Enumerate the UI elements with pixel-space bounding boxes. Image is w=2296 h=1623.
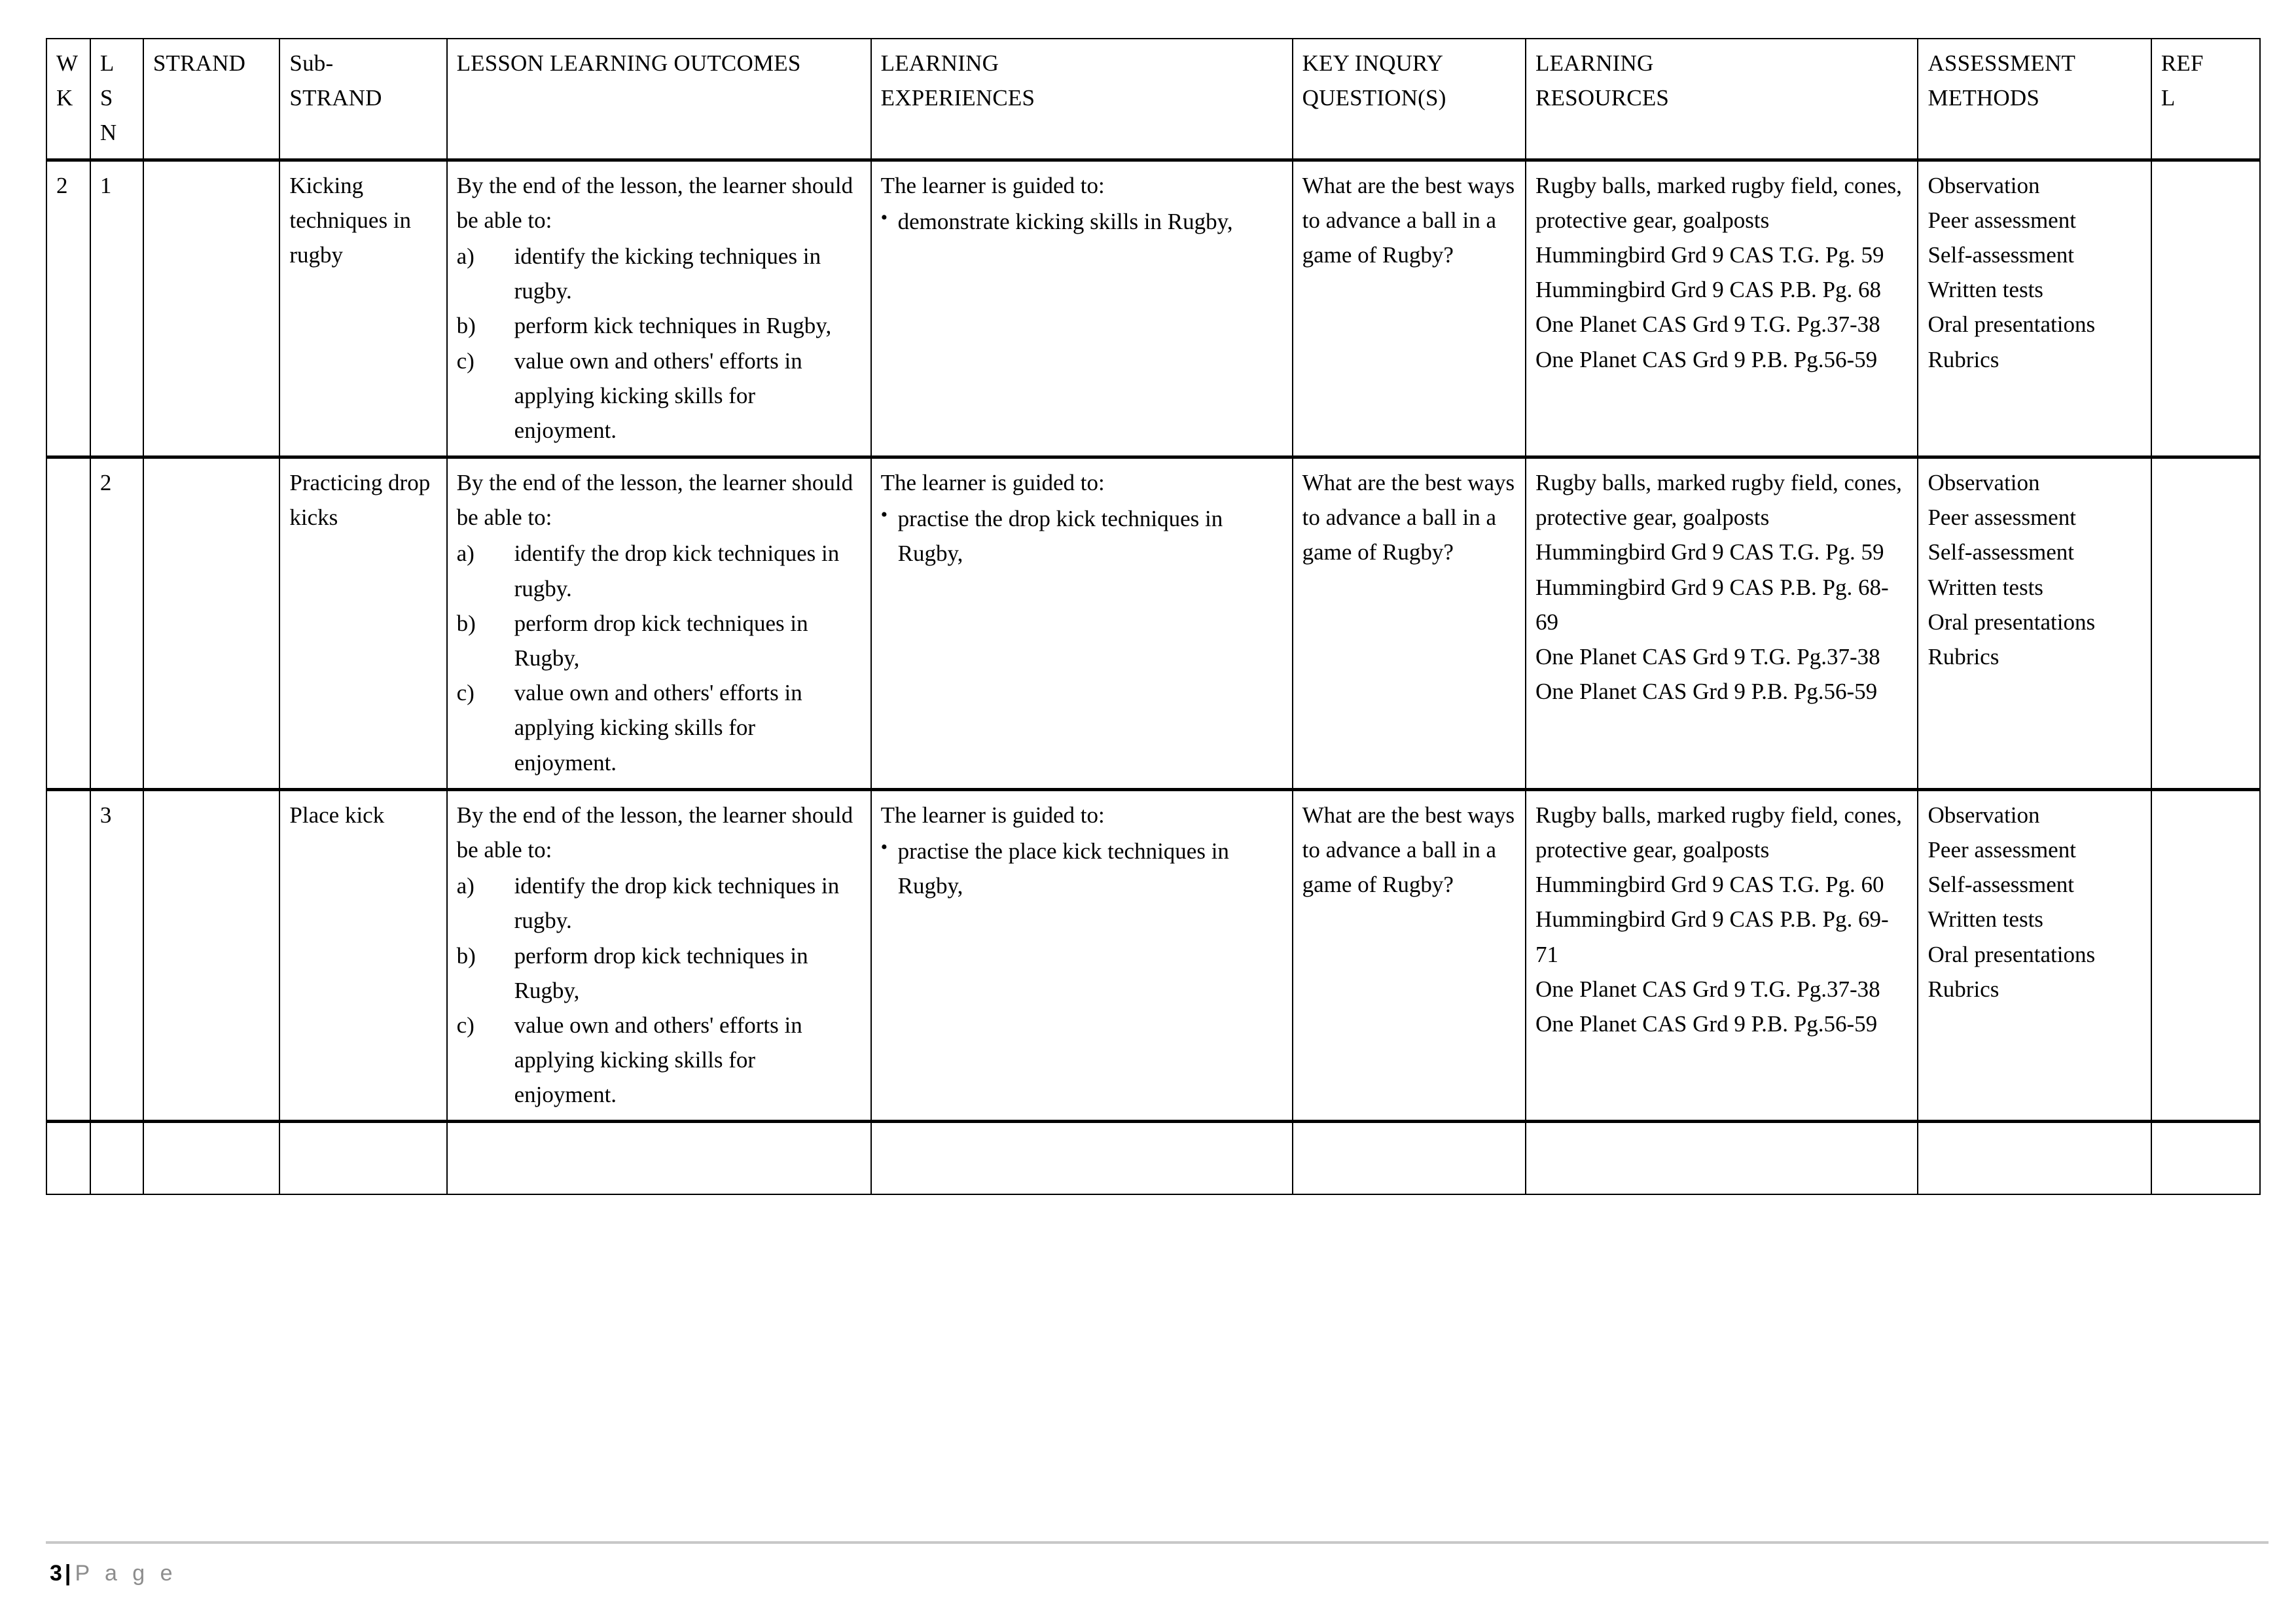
assessment-item: Peer assessment <box>1928 836 2076 863</box>
assessment-list <box>1928 465 2142 674</box>
resource-item: Hummingbird Grd 9 CAS P.B. Pg. 69-71 <box>1535 906 1889 967</box>
experiences-list <box>881 834 1284 903</box>
experiences-list <box>881 501 1284 571</box>
cell-strand <box>143 789 280 1122</box>
column-header-line: EXPERIENCES <box>880 85 1035 111</box>
outcomes-intro: By the end of the lesson, the learner should be able to: <box>456 802 853 863</box>
bullet-icon: • <box>880 836 888 858</box>
footer-separator: | <box>64 1561 71 1586</box>
outcome-marker: b) <box>456 313 476 339</box>
cell-empty <box>46 1122 90 1195</box>
resource-item: One Planet CAS Grd 9 T.G. Pg.37-38 <box>1535 644 1880 669</box>
outcome-marker: c) <box>456 348 475 374</box>
outcome-text: value own and others' efforts in applying kicking skills for enjoyment. <box>514 1012 802 1108</box>
assessment-list <box>1928 168 2142 377</box>
experiences-list <box>881 204 1284 239</box>
resource-item: Hummingbird Grd 9 CAS T.G. Pg. 59 <box>1535 539 1884 565</box>
cell-empty <box>143 1122 280 1195</box>
experience-item <box>881 834 1284 903</box>
cell-learning-resources <box>1526 457 1918 790</box>
resource-item: Rugby balls, marked rugby field, cones, protective gear, goalposts <box>1535 802 1902 863</box>
cell-sub-strand <box>279 160 446 457</box>
column-header-sub <box>279 39 446 160</box>
outcome-text: identify the drop kick techniques in rugby. <box>514 541 840 601</box>
cell-learning-experiences <box>871 457 1293 790</box>
key-inquiry-text: What are the best ways to advance a ball in a game of Rugby? <box>1302 172 1515 268</box>
cell-reflection <box>2151 457 2260 790</box>
experience-text: demonstrate kicking skills in Rugby, <box>897 208 1233 234</box>
table-row <box>46 789 2260 1122</box>
resource-item: Rugby balls, marked rugby field, cones, protective gear, goalposts <box>1535 172 1902 233</box>
outcome-item <box>457 868 863 938</box>
experience-text: practise the place kick techniques in Rugby, <box>897 838 1229 899</box>
column-header-refl <box>2151 39 2260 160</box>
outcome-item <box>457 239 863 308</box>
column-header-lexp <box>871 39 1293 160</box>
cell-empty <box>2151 1122 2260 1195</box>
column-header-lsn <box>90 39 143 160</box>
outcome-marker: a) <box>456 541 475 567</box>
outcome-text: perform kick techniques in Rugby, <box>514 313 832 339</box>
column-header-line: LEARNING <box>880 50 999 76</box>
cell-strand <box>143 457 280 790</box>
column-header-line: LEARNING <box>1535 50 1654 76</box>
cell-assessment-methods <box>1918 160 2151 457</box>
outcomes-list <box>457 239 863 448</box>
column-header-line: Sub- <box>289 50 334 76</box>
cell-week <box>46 789 90 1122</box>
cell-sub-strand <box>279 789 446 1122</box>
outcome-text: perform drop kick techniques in Rugby, <box>514 610 808 671</box>
assessment-item: Observation <box>1928 802 2040 828</box>
assessment-item: Observation <box>1928 172 2040 198</box>
column-header-line: METHODS <box>1928 85 2040 111</box>
experience-item <box>881 501 1284 571</box>
table-row <box>46 457 2260 790</box>
resource-item: One Planet CAS Grd 9 T.G. Pg.37-38 <box>1535 312 1880 338</box>
assessment-item: Self-assessment <box>1928 872 2075 898</box>
cell-learning-outcomes <box>447 160 871 457</box>
assessment-item: Self-assessment <box>1928 241 2075 268</box>
outcome-marker: c) <box>456 1012 475 1038</box>
outcome-marker: b) <box>456 610 476 636</box>
outcome-item <box>457 344 863 448</box>
table-body <box>46 160 2260 1194</box>
assessment-item: Peer assessment <box>1928 207 2076 233</box>
resource-item: Hummingbird Grd 9 CAS T.G. Pg. 59 <box>1535 241 1884 268</box>
column-header-strand <box>143 39 280 160</box>
cell-lesson <box>90 457 143 790</box>
bullet-icon: • <box>880 504 888 526</box>
outcome-item <box>457 675 863 780</box>
key-inquiry-text: What are the best ways to advance a ball in a game of Rugby? <box>1302 470 1515 565</box>
cell-empty <box>447 1122 871 1195</box>
lesson-value: 1 <box>99 172 112 198</box>
column-header-line: KEY INQURY <box>1302 50 1444 76</box>
cell-empty <box>871 1122 1293 1195</box>
assessment-item: Oral presentations <box>1928 609 2096 635</box>
resources-list <box>1535 168 1909 377</box>
assessment-item: Oral presentations <box>1928 941 2096 967</box>
outcome-text: value own and others' efforts in applying kicking skills for enjoyment. <box>514 680 802 776</box>
outcomes-intro: By the end of the lesson, the learner should be able to: <box>456 470 853 531</box>
cell-week <box>46 457 90 790</box>
outcome-item <box>457 606 863 675</box>
resources-list <box>1535 798 1909 1041</box>
footer-page-label: P a g e <box>75 1561 177 1586</box>
footer-text <box>50 1561 2255 1586</box>
assessment-item: Written tests <box>1928 574 2043 600</box>
table-header <box>46 39 2260 160</box>
cell-lesson <box>90 789 143 1122</box>
column-header-kiq <box>1293 39 1526 160</box>
outcome-item <box>457 536 863 605</box>
resource-item: One Planet CAS Grd 9 T.G. Pg.37-38 <box>1535 976 1880 1002</box>
outcome-marker: c) <box>456 680 475 706</box>
cell-key-inquiry-question <box>1293 457 1526 790</box>
experience-item <box>881 204 1284 239</box>
table-row <box>46 160 2260 457</box>
column-header-wk <box>46 39 90 160</box>
outcome-marker: a) <box>456 873 475 899</box>
experiences-intro: The learner is guided to: <box>880 172 1105 198</box>
column-header-line: ASSESSMENT <box>1928 50 2076 76</box>
assessment-item: Rubrics <box>1928 346 2000 372</box>
cell-key-inquiry-question <box>1293 160 1526 457</box>
resource-item: Hummingbird Grd 9 CAS P.B. Pg. 68 <box>1535 277 1882 303</box>
outcomes-list <box>457 868 863 1112</box>
assessment-item: Rubrics <box>1928 976 2000 1002</box>
key-inquiry-text: What are the best ways to advance a ball in a game of Rugby? <box>1302 802 1515 898</box>
cell-learning-experiences <box>871 160 1293 457</box>
assessment-item: Oral presentations <box>1928 312 2096 338</box>
cell-key-inquiry-question <box>1293 789 1526 1122</box>
column-header-llo <box>447 39 871 160</box>
resource-item: One Planet CAS Grd 9 P.B. Pg.56-59 <box>1535 1010 1878 1037</box>
cell-learning-outcomes <box>447 789 871 1122</box>
column-header-line: W <box>56 50 79 76</box>
week-value: 2 <box>56 172 68 198</box>
cell-learning-resources <box>1526 789 1918 1122</box>
outcome-marker: a) <box>456 243 475 269</box>
cell-learning-outcomes <box>447 457 871 790</box>
cell-assessment-methods <box>1918 457 2151 790</box>
cell-empty <box>1293 1122 1526 1195</box>
assessment-item: Written tests <box>1928 277 2043 303</box>
column-header-line: L <box>2161 85 2176 111</box>
column-header-asm <box>1918 39 2151 160</box>
lesson-value: 2 <box>99 470 112 496</box>
lesson-value: 3 <box>99 802 112 828</box>
assessment-item: Rubrics <box>1928 644 2000 669</box>
outcome-text: value own and others' efforts in applying kicking skills for enjoyment. <box>514 348 802 443</box>
resource-item: Hummingbird Grd 9 CAS P.B. Pg. 68-69 <box>1535 574 1889 635</box>
cell-strand <box>143 160 280 457</box>
cell-empty <box>1526 1122 1918 1195</box>
column-header-line: LESSON LEARNING OUTCOMES <box>456 50 801 76</box>
outcomes-intro: By the end of the lesson, the learner should be able to: <box>456 172 853 233</box>
outcome-item <box>457 1008 863 1113</box>
assessment-list <box>1928 798 2142 1007</box>
outcome-marker: b) <box>456 942 476 969</box>
column-header-lres <box>1526 39 1918 160</box>
resource-item: One Planet CAS Grd 9 P.B. Pg.56-59 <box>1535 679 1878 705</box>
assessment-item: Written tests <box>1928 906 2043 933</box>
cell-week <box>46 160 90 457</box>
experiences-intro: The learner is guided to: <box>880 802 1105 828</box>
column-header-line: STRAND <box>289 85 382 111</box>
experience-text: practise the drop kick techniques in Rugby, <box>897 506 1223 567</box>
outcome-text: perform drop kick techniques in Rugby, <box>514 942 808 1003</box>
cell-reflection <box>2151 789 2260 1122</box>
resources-list <box>1535 465 1909 709</box>
column-header-line: L <box>99 50 115 76</box>
assessment-item: Observation <box>1928 470 2040 496</box>
column-header-line: QUESTION(S) <box>1302 85 1446 111</box>
scheme-of-work-table <box>46 38 2261 1195</box>
bullet-icon: • <box>880 206 888 228</box>
resource-item: One Planet CAS Grd 9 P.B. Pg.56-59 <box>1535 346 1878 372</box>
cell-sub-strand <box>279 457 446 790</box>
outcomes-list <box>457 536 863 779</box>
sub-strand-value: Place kick <box>289 802 385 828</box>
column-header-line: N <box>99 120 117 146</box>
column-header-line: K <box>56 85 73 111</box>
resource-item: Hummingbird Grd 9 CAS T.G. Pg. 60 <box>1535 872 1884 898</box>
outcome-item <box>457 938 863 1008</box>
cell-empty <box>90 1122 143 1195</box>
cell-learning-resources <box>1526 160 1918 457</box>
cell-assessment-methods <box>1918 789 2151 1122</box>
cell-empty <box>279 1122 446 1195</box>
outcome-item <box>457 308 863 343</box>
column-header-line: RESOURCES <box>1535 85 1670 111</box>
column-header-line: REF <box>2161 50 2204 76</box>
column-header-line: STRAND <box>152 50 246 76</box>
outcome-text: identify the kicking techniques in rugby. <box>514 243 821 304</box>
cell-lesson <box>90 160 143 457</box>
assessment-item: Self-assessment <box>1928 539 2075 565</box>
footer-divider <box>46 1541 2269 1544</box>
cell-reflection <box>2151 160 2260 457</box>
sub-strand-value: Practicing drop kicks <box>289 470 431 531</box>
cell-learning-experiences <box>871 789 1293 1122</box>
page-footer <box>41 1541 2255 1586</box>
assessment-item: Peer assessment <box>1928 505 2076 531</box>
table-row-empty <box>46 1122 2260 1195</box>
outcome-text: identify the drop kick techniques in rugby. <box>514 873 840 934</box>
header-row <box>46 39 2260 160</box>
resource-item: Rugby balls, marked rugby field, cones, protective gear, goalposts <box>1535 470 1902 531</box>
sub-strand-value: Kicking techniques in rugby <box>289 172 412 268</box>
column-header-line: S <box>99 85 113 111</box>
cell-empty <box>1918 1122 2151 1195</box>
experiences-intro: The learner is guided to: <box>880 470 1105 496</box>
footer-page-number: 3 <box>50 1561 62 1586</box>
